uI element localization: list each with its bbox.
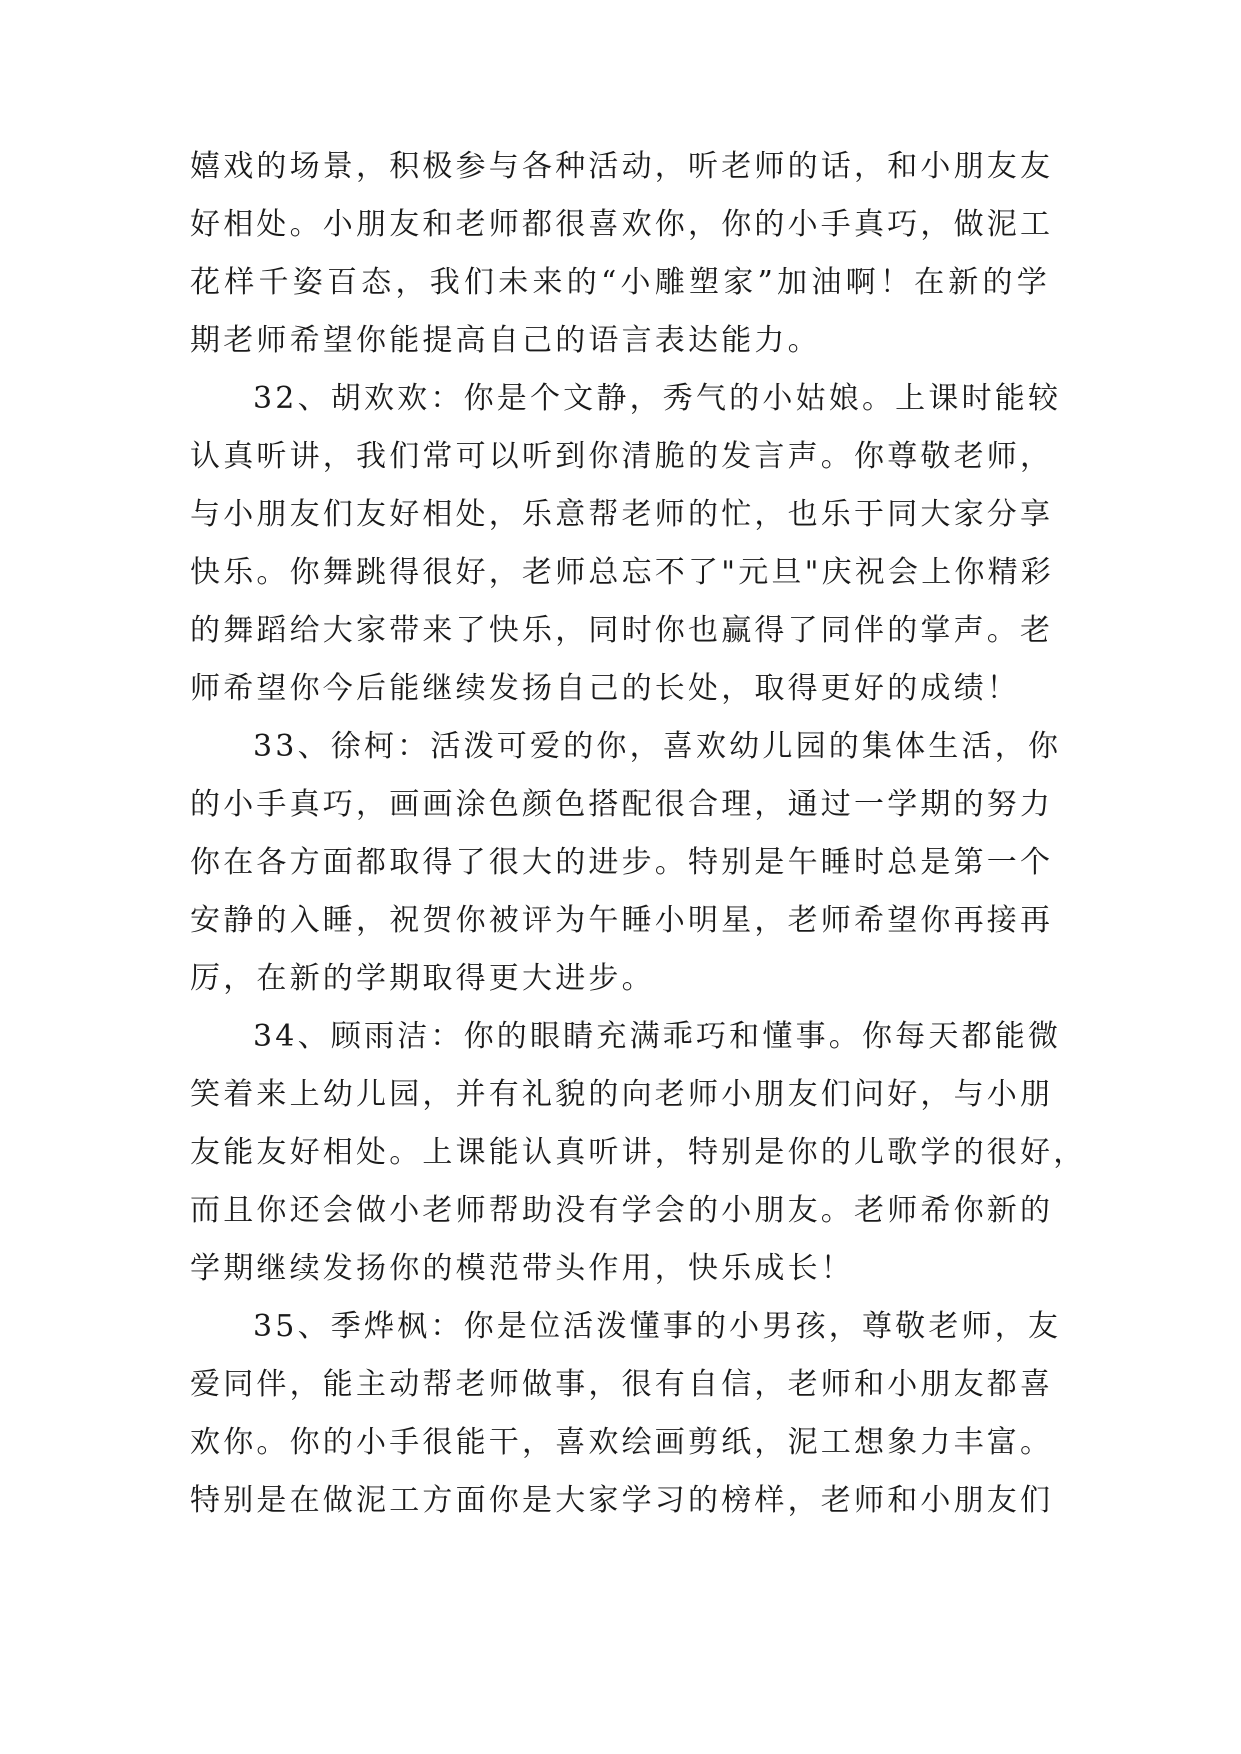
text-line: 的小手真巧，画画涂色颜色搭配很合理，通过一学期的努力 bbox=[190, 787, 1054, 822]
text-line: 厉，在新的学期取得更大进步。 bbox=[190, 961, 655, 996]
text-line: 嬉戏的场景，积极参与各种活动，听老师的话，和小朋友友 bbox=[190, 149, 1054, 184]
text-line: 安静的入睡，祝贺你被评为午睡小明星，老师希望你再接再 bbox=[190, 903, 1054, 938]
text-line: 特别是在做泥工方面你是大家学习的榜样，老师和小朋友们 bbox=[190, 1483, 1054, 1518]
paragraph-start-line: 35、季烨枫：你是位活泼懂事的小男孩，尊敬老师，友 bbox=[253, 1309, 1062, 1344]
paragraph-start-line: 33、徐柯：活泼可爱的你，喜欢幼儿园的集体生活，你 bbox=[253, 729, 1062, 764]
text-line: 你在各方面都取得了很大的进步。特别是午睡时总是第一个 bbox=[190, 845, 1054, 880]
paragraph-start-line: 32、胡欢欢：你是个文静，秀气的小姑娘。上课时能较 bbox=[253, 381, 1062, 416]
text-line: 认真听讲，我们常可以听到你清脆的发言声。你尊敬老师， bbox=[190, 439, 1054, 474]
text-line: 友能友好相处。上课能认真听讲，特别是你的儿歌学的很好， bbox=[190, 1135, 1087, 1170]
text-line: 爱同伴，能主动帮老师做事，很有自信，老师和小朋友都喜 bbox=[190, 1367, 1054, 1402]
text-line: 学期继续发扬你的模范带头作用，快乐成长！ bbox=[190, 1251, 854, 1286]
paragraph-start-line: 34、顾雨洁：你的眼睛充满乖巧和懂事。你每天都能微 bbox=[253, 1019, 1062, 1054]
text-line: 师希望你今后能继续发扬自己的长处，取得更好的成绩！ bbox=[190, 671, 1020, 706]
text-line: 笑着来上幼儿园，并有礼貌的向老师小朋友们问好，与小朋 bbox=[190, 1077, 1054, 1112]
text-line: 花样千姿百态，我们未来的“小雕塑家”加油啊！在新的学 bbox=[190, 265, 1050, 300]
text-line: 的舞蹈给大家带来了快乐，同时你也赢得了同伴的掌声。老 bbox=[190, 613, 1054, 648]
text-line: 好相处。小朋友和老师都很喜欢你，你的小手真巧，做泥工 bbox=[190, 207, 1054, 242]
text-line: 欢你。你的小手很能干，喜欢绘画剪纸，泥工想象力丰富。 bbox=[190, 1425, 1054, 1460]
text-line: 期老师希望你能提高自己的语言表达能力。 bbox=[190, 323, 821, 358]
text-line: 快乐。你舞跳得很好，老师总忘不了"元旦"庆祝会上你精彩 bbox=[190, 555, 1054, 590]
text-line: 与小朋友们友好相处，乐意帮老师的忙，也乐于同大家分享 bbox=[190, 497, 1054, 532]
text-line: 而且你还会做小老师帮助没有学会的小朋友。老师希你新的 bbox=[190, 1193, 1054, 1228]
